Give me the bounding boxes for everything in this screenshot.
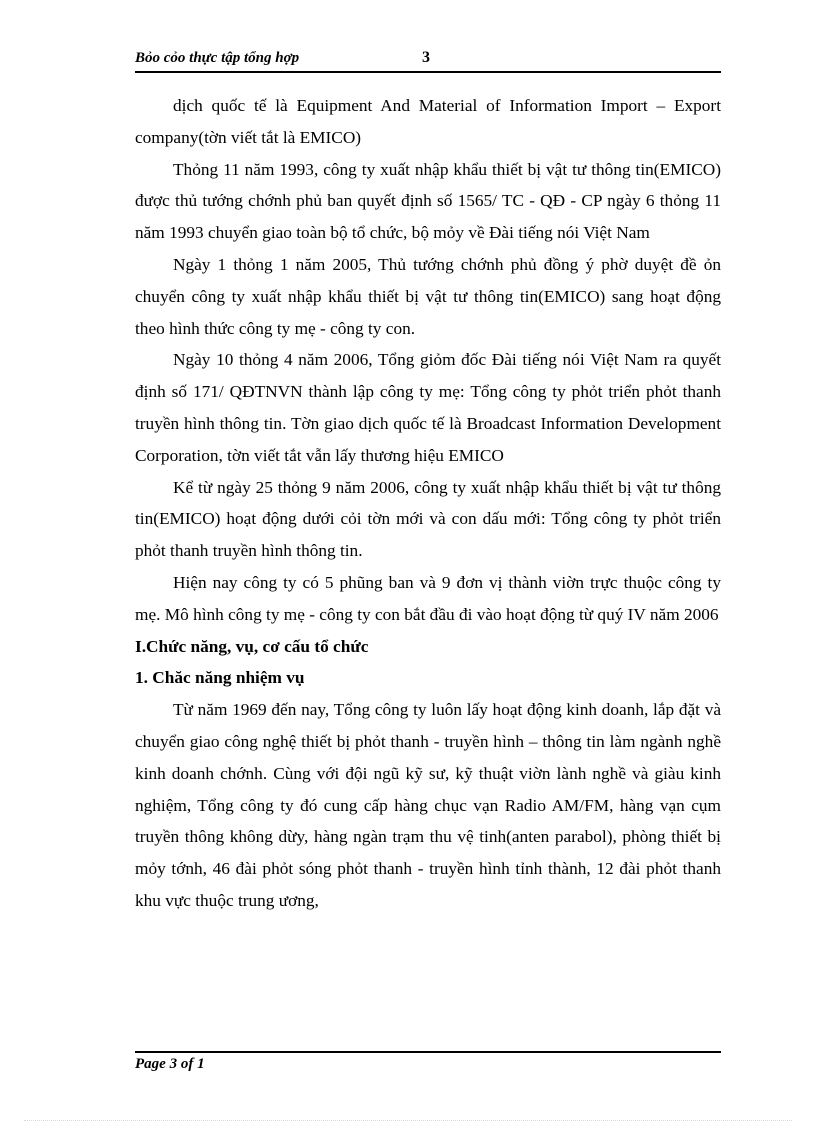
- paragraph: Ngày 10 thỏng 4 năm 2006, Tổng giỏm đốc Đài tiếng nói Việt Nam ra quyết định số 171/ QĐTNVN thành lập công ty mẹ: Tổng công ty phỏt triển phỏt thanh truyền hình thông tin. Tờn giao dịch quốc tế là Broadcast Information Development Corporation, tờn viết tắt vẫn lấy thương hiệu EMICO: [135, 350, 721, 465]
- page-footer: Page 3 of 1: [135, 1056, 205, 1072]
- subsection-heading: 1. Chăc năng nhiệm vụ: [135, 668, 305, 688]
- page-edge-divider: [24, 1120, 792, 1121]
- footer-rule: [135, 1051, 721, 1053]
- paragraph: Kể từ ngày 25 thỏng 9 năm 2006, công ty xuất nhập khẩu thiết bị vật tư thông tin(EMICO) hoạt động dưới cỏi tờn mới và con dấu mới: Tổng công ty phỏt triển phỏt thanh truyền hình thông tin.: [135, 477, 721, 561]
- section-heading: I.Chức năng, vụ, cơ cấu tổ chức: [135, 636, 369, 656]
- report-title: Bỏo cỏo thực tập tổng hợp: [135, 50, 300, 66]
- page-number: 3: [422, 49, 430, 66]
- header-rule: [135, 71, 721, 73]
- paragraph: dịch quốc tế là Equipment And Material of Information Import – Export company(tờn viết tắt là EMICO): [135, 96, 721, 147]
- paragraph: Ngày 1 thỏng 1 năm 2005, Thủ tướng chớnh phủ đồng ý phờ duyệt đề ỏn chuyển công ty xuất nhập khẩu thiết bị vật tư thông tin(EMICO) sang hoạt động theo hình thức công ty mẹ - công ty con.: [135, 254, 721, 338]
- paragraph: Từ năm 1969 đến nay, Tổng công ty luôn lấy hoạt động kinh doanh, lắp đặt và chuyển giao công nghệ thiết bị phỏt thanh - truyền hình – thông tin làm ngành nghề kinh doanh chớnh. Cùng với đội ngũ kỹ sư, kỹ thuật viờn lành nghề và giàu kinh nghiệm, Tổng công ty đó cung cấp hàng chục vạn Radio AM/FM, hàng vạn cụm truyền thông không dừy, hàng ngàn trạm thu vệ tinh(anten parabol), phòng thiết bị mỏy tớnh, 46 đài phỏt sóng phỏt thanh - truyền hình tỉnh thành, 12 đài phỏt thanh khu vực thuộc trung ương,: [135, 700, 721, 910]
- paragraph: Thỏng 11 năm 1993, công ty xuất nhập khẩu thiết bị vật tư thông tin(EMICO) được thủ tướng chớnh phủ ban quyết định số 1565/ TC - QĐ - CP ngày 6 thỏng 11 năm 1993 chuyển giao toàn bộ tổ chức, bộ mỏy về Đài tiếng nói Việt Nam: [135, 159, 721, 243]
- document-body: [135, 90, 721, 917]
- page-header: [135, 50, 721, 70]
- paragraph: Hiện nay công ty có 5 phũng ban và 9 đơn vị thành viờn trực thuộc công ty mẹ. Mô hình công ty mẹ - công ty con bắt đầu đi vào hoạt động từ quý IV năm 2006: [135, 572, 721, 624]
